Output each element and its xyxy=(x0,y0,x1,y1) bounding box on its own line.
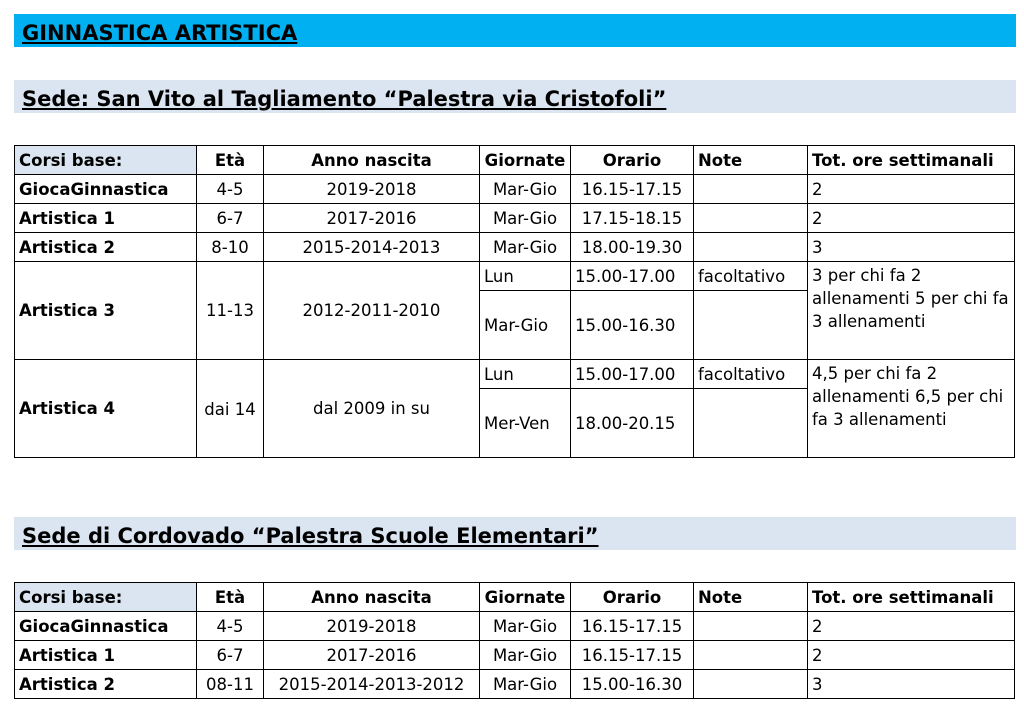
table-header-row xyxy=(15,146,1015,175)
header-eta: Età xyxy=(197,583,264,612)
header-note: Note xyxy=(694,146,808,175)
cell-note xyxy=(694,641,808,670)
cell-orario: 16.15-17.15 xyxy=(571,641,694,670)
header-note: Note xyxy=(694,583,808,612)
cell-note: facoltativo xyxy=(694,360,808,389)
cell-eta: 6-7 xyxy=(197,204,264,233)
cell-note xyxy=(694,389,808,458)
header-tot: Tot. ore settimanali xyxy=(808,583,1015,612)
cell-corso: Artistica 2 xyxy=(15,670,197,699)
cell-giornate: Mar-Gio xyxy=(480,233,571,262)
header-corsi: Corsi base: xyxy=(15,583,197,612)
cell-eta: 6-7 xyxy=(197,641,264,670)
table-header-row xyxy=(15,583,1015,612)
cell-corso: GiocaGinnastica xyxy=(15,175,197,204)
cell-eta: dai 14 xyxy=(197,360,264,458)
cell-note xyxy=(694,233,808,262)
cell-corso: Artistica 3 xyxy=(15,262,197,360)
table-row xyxy=(15,175,1015,204)
cell-giornate: Lun xyxy=(480,262,571,291)
cell-tot: 2 xyxy=(808,204,1015,233)
cell-tot: 3 per chi fa 2 allenamenti 5 per chi fa 3 allenamenti xyxy=(808,262,1015,360)
cell-anno: 2019-2018 xyxy=(264,175,480,204)
cell-orario: 16.15-17.15 xyxy=(571,175,694,204)
cell-eta: 4-5 xyxy=(197,175,264,204)
sede-heading-san-vito: Sede: San Vito al Tagliamento “Palestra via Cristofoli” xyxy=(14,80,1016,113)
cell-tot: 3 xyxy=(808,670,1015,699)
table-row xyxy=(15,262,1015,291)
cell-tot: 2 xyxy=(808,641,1015,670)
schedule-table-san-vito xyxy=(14,145,1015,458)
table-row xyxy=(15,233,1015,262)
header-orario: Orario xyxy=(571,146,694,175)
cell-orario: 16.15-17.15 xyxy=(571,612,694,641)
cell-note: facoltativo xyxy=(694,262,808,291)
cell-anno: 2017-2016 xyxy=(264,204,480,233)
table-row xyxy=(15,612,1015,641)
sede-heading-cordovado: Sede di Cordovado “Palestra Scuole Elementari” xyxy=(14,517,1016,550)
cell-corso: Artistica 1 xyxy=(15,641,197,670)
cell-orario: 15.00-17.00 xyxy=(571,360,694,389)
cell-anno: 2012-2011-2010 xyxy=(264,262,480,360)
page-title: GINNASTICA ARTISTICA xyxy=(14,14,1016,47)
schedule-table-cordovado xyxy=(14,582,1015,699)
cell-tot: 2 xyxy=(808,612,1015,641)
table-row xyxy=(15,670,1015,699)
cell-orario: 18.00-19.30 xyxy=(571,233,694,262)
table-row xyxy=(15,641,1015,670)
cell-note xyxy=(694,204,808,233)
cell-anno: 2019-2018 xyxy=(264,612,480,641)
cell-orario: 18.00-20.15 xyxy=(571,389,694,458)
table-row xyxy=(15,204,1015,233)
cell-giornate: Mar-Gio xyxy=(480,175,571,204)
cell-giornate: Mar-Gio xyxy=(480,612,571,641)
cell-anno: dal 2009 in su xyxy=(264,360,480,458)
cell-eta: 4-5 xyxy=(197,612,264,641)
cell-orario: 15.00-16.30 xyxy=(571,670,694,699)
header-eta: Età xyxy=(197,146,264,175)
cell-corso: Artistica 4 xyxy=(15,360,197,458)
cell-eta: 8-10 xyxy=(197,233,264,262)
cell-giornate: Mer-Ven xyxy=(480,389,571,458)
cell-giornate: Mar-Gio xyxy=(480,641,571,670)
cell-orario: 17.15-18.15 xyxy=(571,204,694,233)
cell-tot: 4,5 per chi fa 2 allenamenti 6,5 per chi fa 3 allenamenti xyxy=(808,360,1015,458)
cell-note xyxy=(694,175,808,204)
header-giornate: Giornate xyxy=(480,146,571,175)
cell-note xyxy=(694,291,808,360)
cell-anno: 2015-2014-2013-2012 xyxy=(264,670,480,699)
cell-orario: 15.00-17.00 xyxy=(571,262,694,291)
cell-corso: Artistica 1 xyxy=(15,204,197,233)
header-giornate: Giornate xyxy=(480,583,571,612)
cell-corso: GiocaGinnastica xyxy=(15,612,197,641)
cell-tot: 3 xyxy=(808,233,1015,262)
cell-tot: 2 xyxy=(808,175,1015,204)
cell-giornate: Mar-Gio xyxy=(480,670,571,699)
header-orario: Orario xyxy=(571,583,694,612)
cell-giornate: Lun xyxy=(480,360,571,389)
cell-corso: Artistica 2 xyxy=(15,233,197,262)
header-anno: Anno nascita xyxy=(264,583,480,612)
header-corsi: Corsi base: xyxy=(15,146,197,175)
cell-orario: 15.00-16.30 xyxy=(571,291,694,360)
cell-anno: 2017-2016 xyxy=(264,641,480,670)
table-row xyxy=(15,360,1015,389)
cell-giornate: Mar-Gio xyxy=(480,204,571,233)
header-tot: Tot. ore settimanali xyxy=(808,146,1015,175)
cell-eta: 11-13 xyxy=(197,262,264,360)
cell-note xyxy=(694,670,808,699)
cell-note xyxy=(694,612,808,641)
header-anno: Anno nascita xyxy=(264,146,480,175)
cell-giornate: Mar-Gio xyxy=(480,291,571,360)
cell-eta: 08-11 xyxy=(197,670,264,699)
cell-anno: 2015-2014-2013 xyxy=(264,233,480,262)
